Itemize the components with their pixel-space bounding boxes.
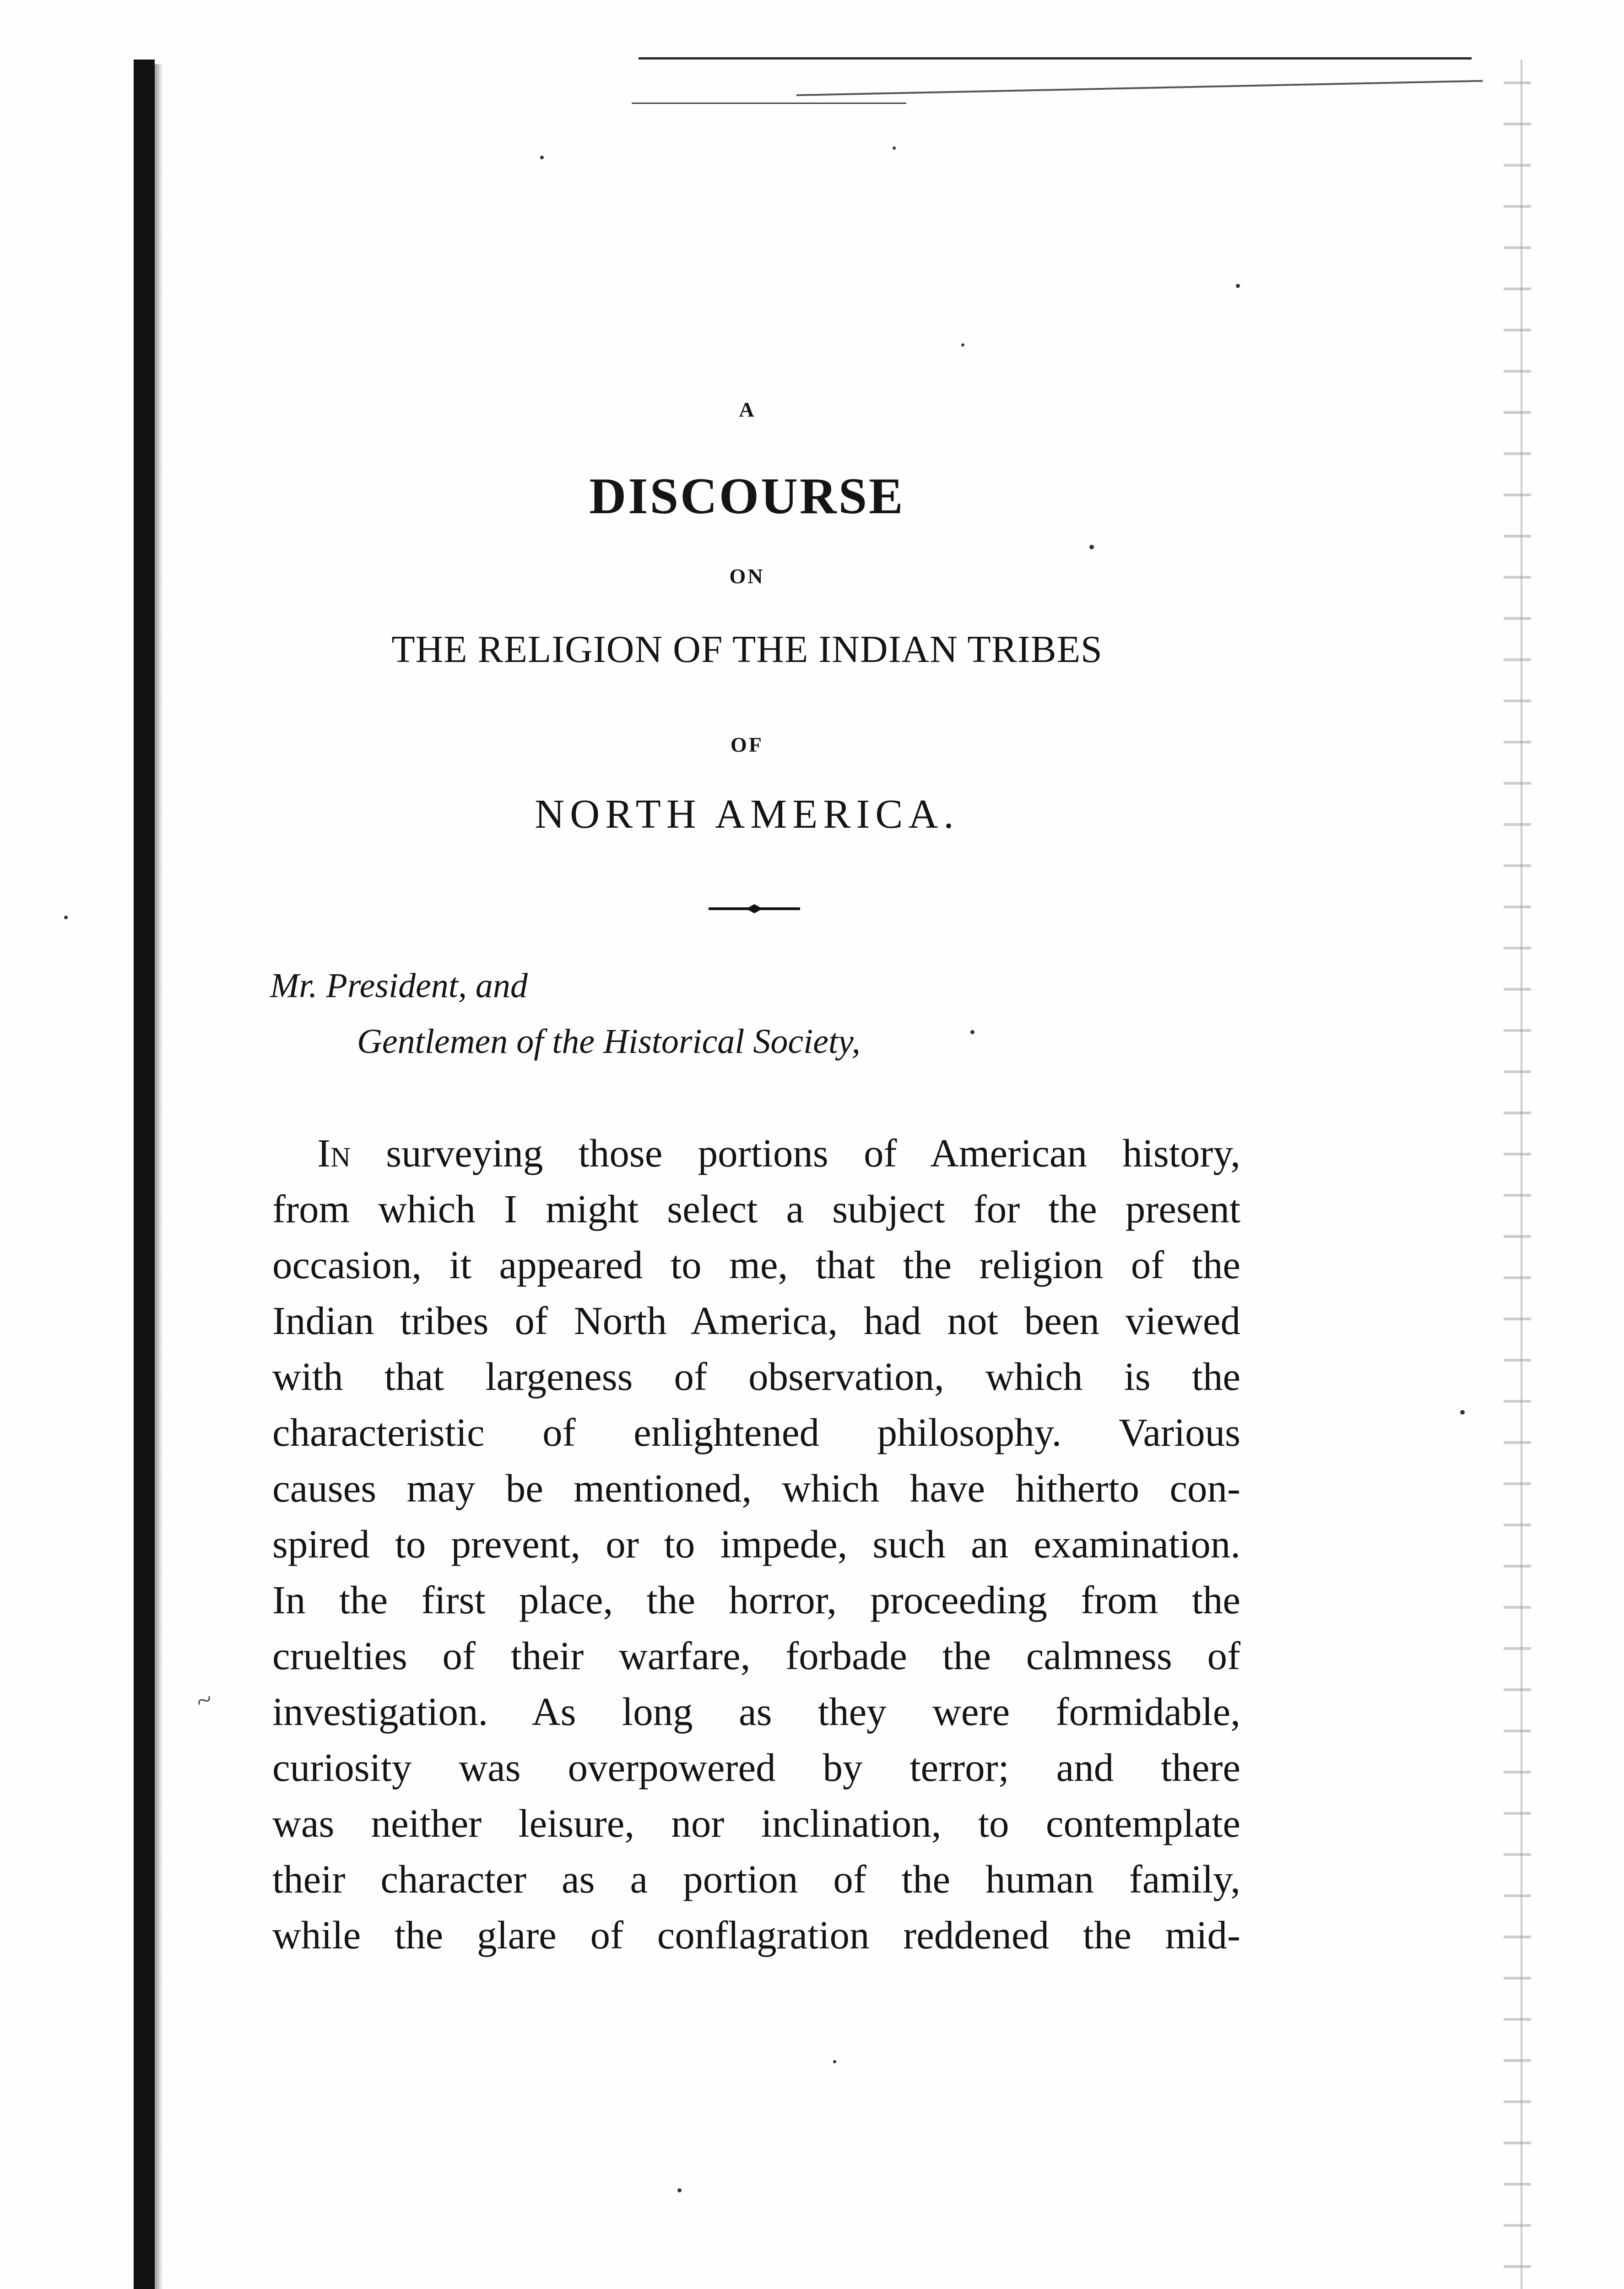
body-line: causes may be mentioned, which have hitherto con- xyxy=(272,1466,1240,1510)
scan-speck xyxy=(893,146,896,150)
title-of: OF xyxy=(731,733,763,756)
body-line: occasion, it appeared to me, that the religion of the xyxy=(272,1242,1240,1287)
binding-edge xyxy=(134,60,155,2289)
body-line: characteristic of enlightened philosophy. Various xyxy=(272,1410,1240,1454)
salutation-line-1: Mr. President, and xyxy=(270,966,528,1005)
top-rule xyxy=(639,57,1472,60)
scan-speck xyxy=(677,2188,682,2192)
body-line: investigation. As long as they were formidable, xyxy=(272,1689,1240,1734)
salutation-line-2: Gentlemen of the Historical Society, xyxy=(357,1022,861,1061)
body-line: their character as a portion of the human family, xyxy=(272,1857,1240,1901)
scan-speck xyxy=(970,1030,974,1034)
page-edge-line xyxy=(1521,60,1522,2289)
body-line xyxy=(272,1125,1240,1181)
page-edge-noise xyxy=(1504,64,1531,2289)
scan-speck xyxy=(833,2060,836,2063)
top-rule-short xyxy=(632,103,906,104)
title-main: DISCOURSE xyxy=(589,468,905,525)
scan-speck xyxy=(64,916,68,919)
body-paragraph xyxy=(272,1125,1240,1963)
body-line: while the glare of conflagration reddened the mid- xyxy=(272,1913,1240,1957)
scan-speck xyxy=(961,343,964,347)
body-line: cruelties of their warfare, forbade the calmness of xyxy=(272,1633,1240,1678)
scan-mark: ~ xyxy=(192,1683,217,1717)
ornament-divider-icon xyxy=(709,902,800,916)
body-line: was neither leisure, nor inclination, to contemplate xyxy=(272,1801,1240,1845)
title-on: ON xyxy=(729,564,765,588)
scan-speck xyxy=(540,156,544,159)
body-line: In the first place, the horror, proceeding from the xyxy=(272,1578,1240,1622)
body-line-text: surveying those portions of American history, xyxy=(351,1131,1240,1175)
title-place: NORTH AMERICA. xyxy=(535,792,959,837)
top-rule-angled xyxy=(796,80,1483,96)
body-line: curiosity was overpowered by terror; and there xyxy=(272,1745,1240,1790)
body-line: spired to prevent, or to impede, such an examination. xyxy=(272,1522,1240,1566)
scan-speck xyxy=(1089,545,1094,549)
title-article: A xyxy=(739,398,755,421)
scan-speck xyxy=(1460,1410,1465,1415)
body-line: with that largeness of observation, which is the xyxy=(272,1354,1240,1399)
scan-speck xyxy=(1236,284,1240,288)
body-line: from which I might select a subject for the present xyxy=(272,1187,1240,1231)
drop-word: In xyxy=(317,1131,351,1175)
body-line: Indian tribes of North America, had not been viewed xyxy=(272,1298,1240,1343)
title-subject: THE RELIGION OF THE INDIAN TRIBES xyxy=(391,628,1103,671)
